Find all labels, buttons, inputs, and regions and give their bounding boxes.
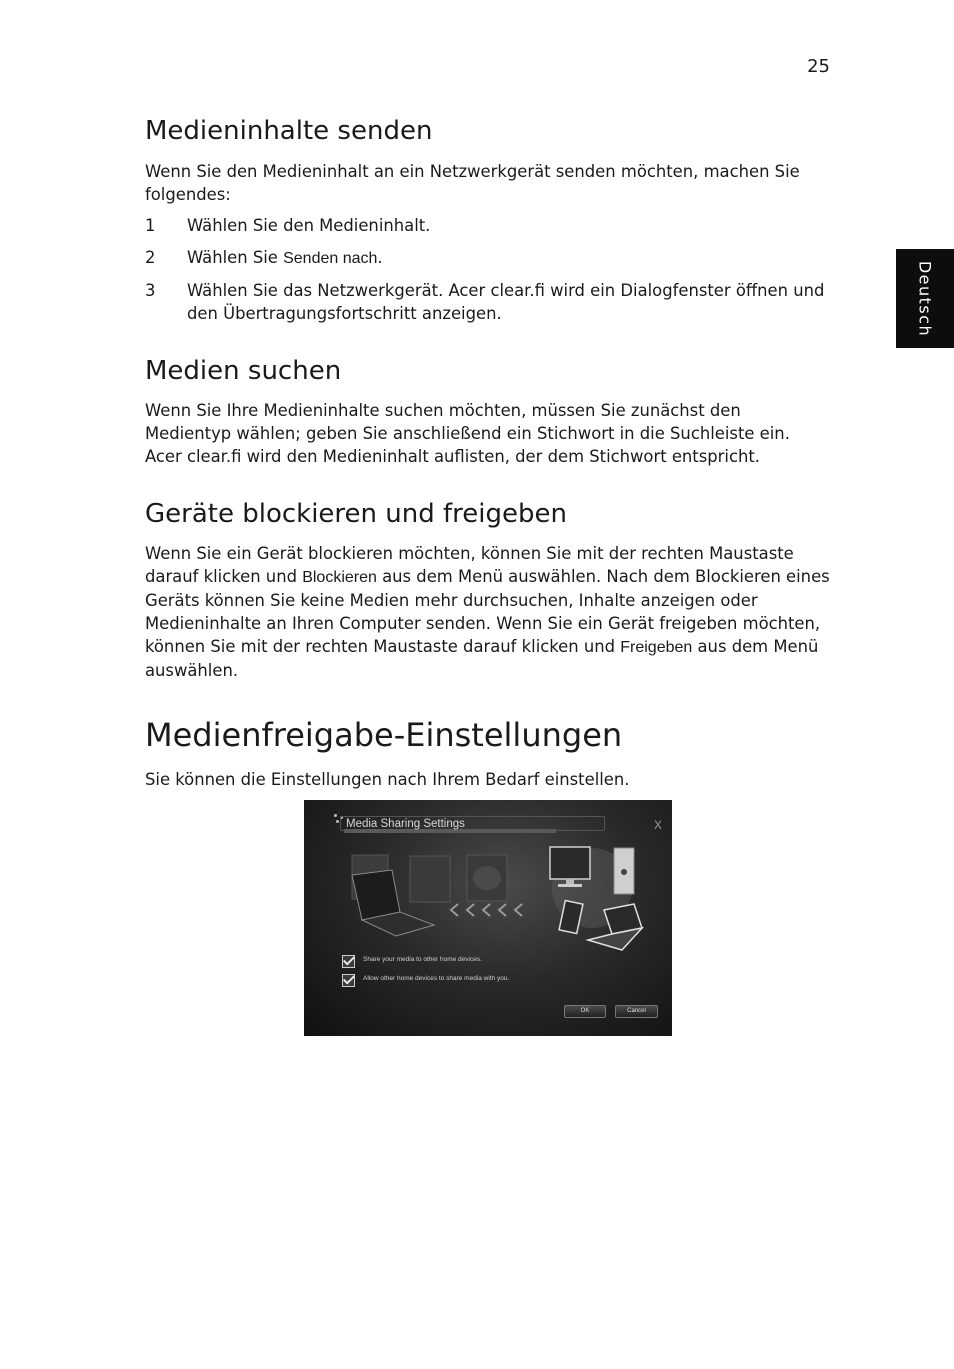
chapter-heading-media-sharing-settings: Medienfreigabe-Einstellungen [145, 716, 623, 754]
share-media-label: Share your media to other home devices. [363, 956, 482, 963]
allow-sharing-label: Allow other home devices to share media with you. [363, 975, 510, 982]
section-send-media-intro: Wenn Sie den Medieninhalt an ein Netzwerkgerät senden möchten, machen Sie folgendes: [145, 162, 800, 204]
section-block-devices-body [145, 542, 831, 682]
step-text-end: . [377, 248, 383, 267]
step-text: Wählen Sie das Netzwerkgerät. Acer clear.fi wird ein Dialogfenster öffnen und den Übertragungsfortschritt anzeigen. [187, 281, 825, 323]
language-tab [896, 249, 954, 348]
language-tab-label: Deutsch [915, 260, 935, 337]
step-number: 2 [145, 248, 156, 267]
body-text: Wenn Sie ein Gerät blockieren möchten, können Sie mit der rechten Maustaste darauf klicken und [145, 544, 794, 586]
section-heading-block-devices: Geräte blockieren und freigeben [145, 499, 567, 529]
page-number: 25 [807, 56, 830, 77]
ui-term-send-to: Senden nach [283, 250, 378, 267]
transfer-arrows-icon [451, 904, 522, 916]
step-text: Wählen Sie den Medieninhalt. [187, 216, 431, 235]
section-heading-search-media: Medien suchen [145, 356, 342, 386]
step-item [145, 279, 835, 325]
step-number: 1 [145, 216, 156, 235]
section-search-media-body: Wenn Sie Ihre Medieninhalte suchen möchten, müssen Sie zunächst den Medientyp wählen; geben Sie anschließend ein Stichwort in die Suchleiste ein. Acer clear.fi wird den Medieninhalt auflisten, der dem Stichwort entspricht. [145, 401, 790, 466]
cancel-button[interactable]: Cancel [615, 1005, 658, 1018]
step-text: Wählen Sie [187, 248, 284, 267]
share-media-checkbox[interactable] [342, 955, 355, 968]
desktop-tower-icon [614, 848, 634, 894]
section-heading-send-media: Medieninhalte senden [145, 116, 433, 146]
media-thumbnail-icon [473, 866, 501, 890]
media-sharing-settings-screenshot [304, 800, 672, 1036]
body-text: aus dem Menü auswählen. Nach dem Blockieren eines Geräts können Sie keine Medien mehr durchsuchen, Inhalte anzeigen oder Medieninhalte an Ihren Computer senden. Wenn Sie ein Gerät freigeben möchten, können Sie mit der rechten Maustaste darauf klicken und [145, 567, 830, 656]
section-settings-body: Sie können die Einstellungen nach Ihrem Bedarf einstellen. [145, 770, 630, 789]
body-text: aus dem Menü auswählen. [145, 637, 819, 680]
close-icon[interactable]: X [654, 818, 663, 832]
media-thumbnail-icon [410, 856, 450, 902]
steps-list [145, 214, 835, 334]
device-illustration [304, 800, 672, 1036]
allow-sharing-checkbox[interactable] [342, 974, 355, 987]
dialog-title: Media Sharing Settings [346, 818, 465, 830]
ok-button[interactable]: OK [564, 1005, 606, 1018]
ui-term-block: Blockieren [302, 569, 377, 586]
step-number: 3 [145, 281, 156, 300]
ui-term-unblock: Freigeben [620, 639, 693, 656]
step-item [145, 214, 835, 237]
step-item [145, 246, 835, 270]
